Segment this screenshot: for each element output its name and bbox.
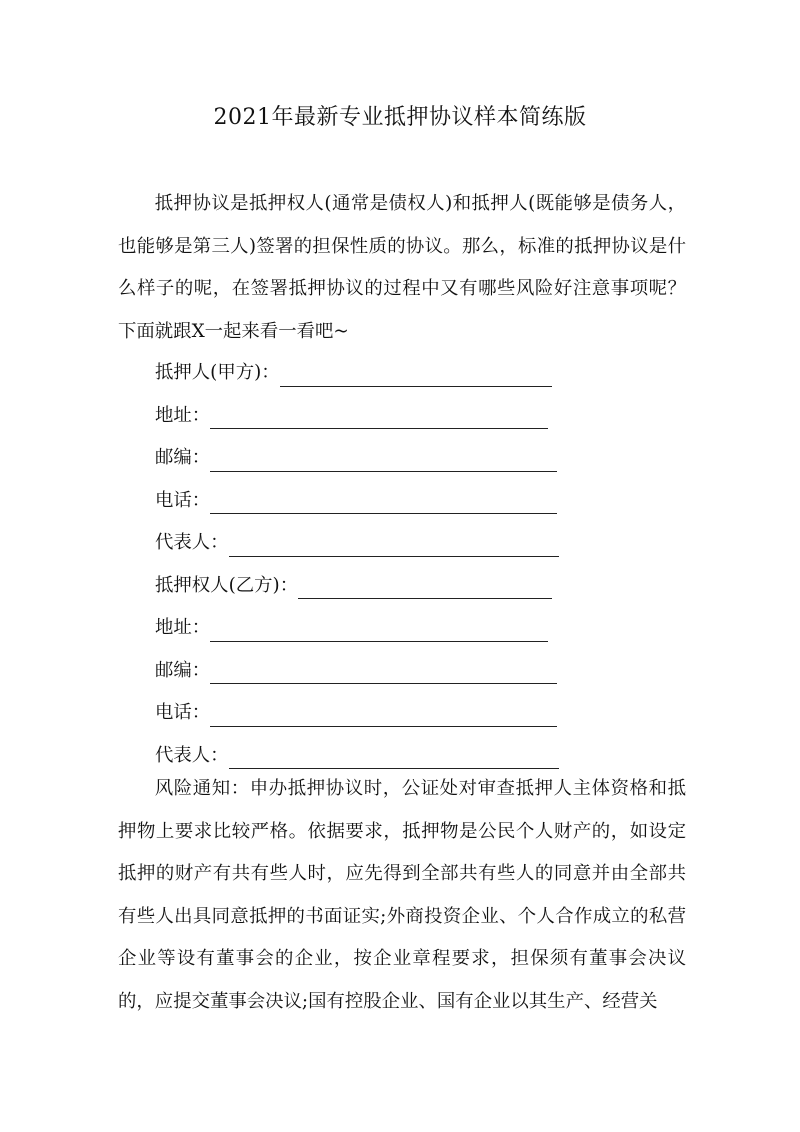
mortgagor-name-field [155,352,575,395]
mortgagee-address-field [155,607,575,650]
mortgagee-postcode-label: 邮编： [155,659,211,681]
mortgagee-address-label: 地址： [155,617,211,638]
mortgagee-representative-label: 代表人： [155,744,229,766]
mortgagor-postcode-blank[interactable] [210,447,557,472]
mortgagor-name-blank[interactable] [280,362,552,387]
mortgagor-postcode-field [155,437,575,480]
mortgagee-name-field [155,565,575,608]
mortgagor-address-blank[interactable] [210,404,548,429]
mortgagee-address-blank[interactable] [210,617,548,642]
mortgagor-representative-field [155,522,575,565]
mortgagor-address-label: 地址： [155,404,211,426]
mortgagor-representative-blank[interactable] [229,532,559,557]
document-title: 2021年最新专业抵押协议样本简练版 [213,105,587,130]
party-info-form [155,352,575,777]
intro-paragraph: 抵押协议是抵押权人(通常是债权人)和抵押人(既能够是债务人，也能够是第三人)签署的担保性质的协议。那么，标准的抵押协议是什么样子的呢，在签署抵押协议的过程中又有哪些风险好注意事项呢？下面就跟X一起来看一看吧~ [118,193,686,342]
mortgagee-postcode-field [155,650,575,693]
mortgagee-postcode-blank[interactable] [210,659,557,684]
mortgagor-postcode-label: 邮编： [155,447,211,468]
mortgagor-phone-label: 电话： [155,489,211,511]
mortgagee-name-label: 抵押权人(乙方)： [155,574,299,596]
mortgagor-address-field [155,395,575,438]
mortgagor-representative-label: 代表人： [155,532,229,553]
mortgagee-phone-label: 电话： [155,702,211,723]
mortgagee-phone-blank[interactable] [210,702,557,727]
risk-notice-paragraph: 风险通知：申办抵押协议时，公证处对审查抵押人主体资格和抵押物上要求比较严格。依据要求，抵押物是公民个人财产的，如设定抵押的财产有共有些人时，应先得到全部共有些人的同意并由全部共有些人出具同意抵押的书面证实;外商投资企业、个人合作成立的私营企业等设有董事会的企业，按企业章程要求，担保须有董事会决议的，应提交董事会决议;国有控股企业、国有企业以其生产、经营关 [118,778,686,1012]
mortgagee-phone-field [155,692,575,735]
mortgagee-name-blank[interactable] [298,574,552,599]
mortgagor-name-label: 抵押人(甲方)： [155,362,280,383]
mortgagee-representative-blank[interactable] [229,744,559,769]
mortgagor-phone-blank[interactable] [210,489,557,514]
mortgagor-phone-field [155,480,575,523]
